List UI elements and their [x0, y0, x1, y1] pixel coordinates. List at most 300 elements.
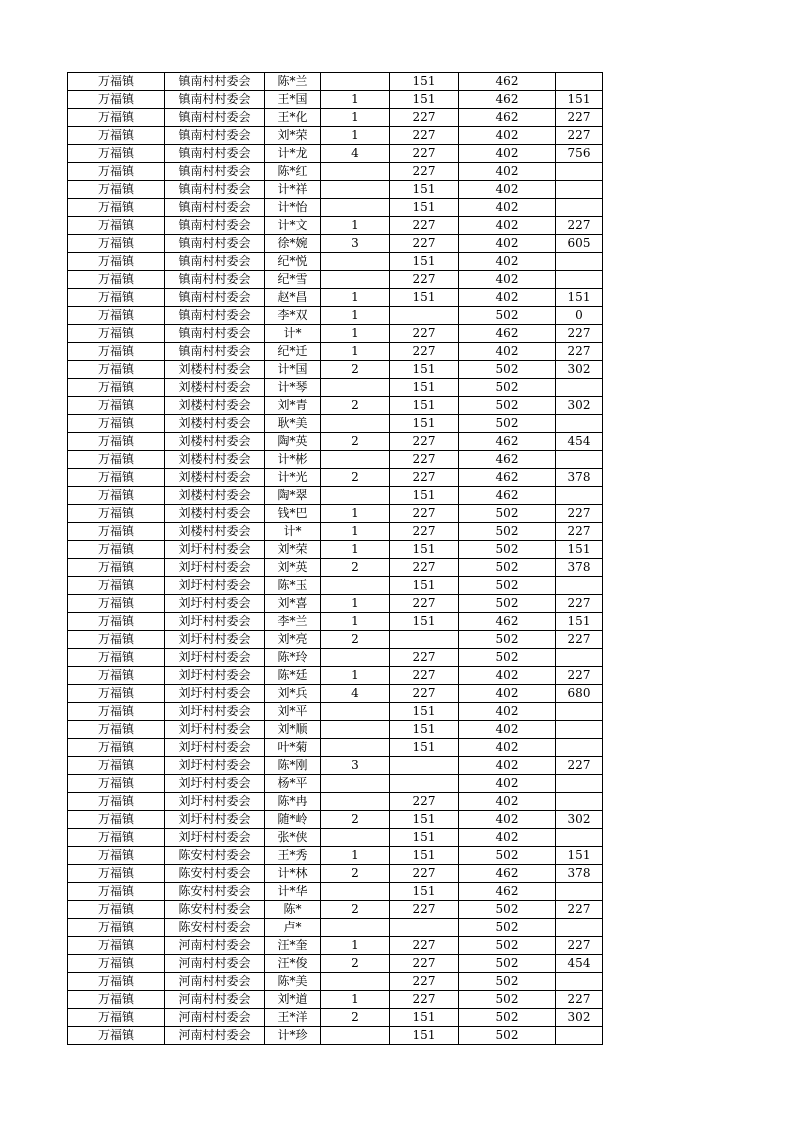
value-b-cell: 402: [459, 163, 556, 181]
person-name-cell: 陶*英: [265, 433, 321, 451]
value-b-cell: 402: [459, 703, 556, 721]
value-a-cell: 151: [390, 883, 459, 901]
person-name-cell: 陈*: [265, 901, 321, 919]
village-committee-cell: 河南村村委会: [165, 955, 265, 973]
amount-cell: 680: [556, 685, 603, 703]
value-a-cell: 151: [390, 703, 459, 721]
count-cell: [321, 793, 390, 811]
person-name-cell: 刘*喜: [265, 595, 321, 613]
person-name-cell: 陈*兰: [265, 73, 321, 91]
table-row: [68, 145, 603, 163]
count-cell: [321, 253, 390, 271]
person-name-cell: 汪*俊: [265, 955, 321, 973]
amount-cell: 227: [556, 757, 603, 775]
value-a-cell: 151: [390, 829, 459, 847]
table-row: [68, 415, 603, 433]
count-cell: [321, 829, 390, 847]
table-row: [68, 829, 603, 847]
person-name-cell: 张*侠: [265, 829, 321, 847]
village-committee-cell: 刘圩村村委会: [165, 739, 265, 757]
village-committee-cell: 镇南村村委会: [165, 109, 265, 127]
table-row: [68, 505, 603, 523]
table-row: [68, 577, 603, 595]
count-cell: [321, 271, 390, 289]
count-cell: [321, 577, 390, 595]
town-cell: 万福镇: [68, 721, 165, 739]
village-committee-cell: 刘楼村村委会: [165, 487, 265, 505]
person-name-cell: 李*双: [265, 307, 321, 325]
person-name-cell: 陈*廷: [265, 667, 321, 685]
amount-cell: [556, 1027, 603, 1045]
village-committee-cell: 河南村村委会: [165, 1009, 265, 1027]
town-cell: 万福镇: [68, 235, 165, 253]
value-b-cell: 502: [459, 973, 556, 991]
village-committee-cell: 刘圩村村委会: [165, 703, 265, 721]
value-a-cell: 227: [390, 271, 459, 289]
amount-cell: [556, 163, 603, 181]
count-cell: 1: [321, 613, 390, 631]
person-name-cell: 陈*红: [265, 163, 321, 181]
spreadsheet-page: [67, 72, 603, 1045]
village-committee-cell: 河南村村委会: [165, 991, 265, 1009]
amount-cell: 227: [556, 991, 603, 1009]
table-row: [68, 541, 603, 559]
town-cell: 万福镇: [68, 577, 165, 595]
amount-cell: 378: [556, 865, 603, 883]
value-a-cell: 151: [390, 487, 459, 505]
table-row: [68, 433, 603, 451]
town-cell: 万福镇: [68, 901, 165, 919]
value-a-cell: [390, 757, 459, 775]
table-row: [68, 775, 603, 793]
count-cell: [321, 739, 390, 757]
value-b-cell: 502: [459, 649, 556, 667]
person-name-cell: 计*: [265, 325, 321, 343]
value-b-cell: 502: [459, 955, 556, 973]
village-committee-cell: 刘圩村村委会: [165, 559, 265, 577]
amount-cell: 227: [556, 217, 603, 235]
count-cell: 1: [321, 595, 390, 613]
table-row: [68, 685, 603, 703]
village-committee-cell: 刘楼村村委会: [165, 469, 265, 487]
amount-cell: [556, 451, 603, 469]
value-b-cell: 402: [459, 739, 556, 757]
value-a-cell: 151: [390, 415, 459, 433]
value-b-cell: 502: [459, 1009, 556, 1027]
town-cell: 万福镇: [68, 613, 165, 631]
count-cell: [321, 775, 390, 793]
person-name-cell: 刘*道: [265, 991, 321, 1009]
value-a-cell: [390, 919, 459, 937]
value-a-cell: 227: [390, 865, 459, 883]
value-a-cell: 151: [390, 847, 459, 865]
town-cell: 万福镇: [68, 919, 165, 937]
person-name-cell: 王*秀: [265, 847, 321, 865]
table-row: [68, 847, 603, 865]
amount-cell: [556, 271, 603, 289]
town-cell: 万福镇: [68, 253, 165, 271]
town-cell: 万福镇: [68, 469, 165, 487]
value-b-cell: 402: [459, 343, 556, 361]
amount-cell: 227: [556, 901, 603, 919]
village-committee-cell: 镇南村村委会: [165, 343, 265, 361]
amount-cell: 151: [556, 91, 603, 109]
village-committee-cell: 镇南村村委会: [165, 271, 265, 289]
village-committee-cell: 镇南村村委会: [165, 199, 265, 217]
person-name-cell: 叶*菊: [265, 739, 321, 757]
value-b-cell: 502: [459, 307, 556, 325]
person-name-cell: 纪*雪: [265, 271, 321, 289]
table-row: [68, 757, 603, 775]
value-b-cell: 462: [459, 73, 556, 91]
village-committee-cell: 镇南村村委会: [165, 217, 265, 235]
count-cell: [321, 883, 390, 901]
town-cell: 万福镇: [68, 343, 165, 361]
table-row: [68, 397, 603, 415]
count-cell: 1: [321, 505, 390, 523]
town-cell: 万福镇: [68, 703, 165, 721]
value-b-cell: 462: [459, 883, 556, 901]
value-b-cell: 502: [459, 1027, 556, 1045]
value-a-cell: 151: [390, 1027, 459, 1045]
town-cell: 万福镇: [68, 271, 165, 289]
person-name-cell: 陈*冉: [265, 793, 321, 811]
village-committee-cell: 河南村村委会: [165, 937, 265, 955]
value-a-cell: 151: [390, 811, 459, 829]
table-row: [68, 703, 603, 721]
amount-cell: [556, 199, 603, 217]
town-cell: 万福镇: [68, 451, 165, 469]
person-name-cell: 计*光: [265, 469, 321, 487]
count-cell: 2: [321, 631, 390, 649]
value-b-cell: 502: [459, 379, 556, 397]
count-cell: [321, 451, 390, 469]
value-b-cell: 402: [459, 793, 556, 811]
amount-cell: 227: [556, 343, 603, 361]
town-cell: 万福镇: [68, 793, 165, 811]
table-row: [68, 163, 603, 181]
table-row: [68, 127, 603, 145]
village-committee-cell: 刘圩村村委会: [165, 577, 265, 595]
person-name-cell: 计*: [265, 523, 321, 541]
value-b-cell: 402: [459, 199, 556, 217]
value-b-cell: 462: [459, 325, 556, 343]
table-row: [68, 865, 603, 883]
table-row: [68, 1009, 603, 1027]
town-cell: 万福镇: [68, 991, 165, 1009]
person-name-cell: 计*珍: [265, 1027, 321, 1045]
town-cell: 万福镇: [68, 685, 165, 703]
village-committee-cell: 镇南村村委会: [165, 73, 265, 91]
table-row: [68, 901, 603, 919]
value-a-cell: 151: [390, 721, 459, 739]
village-committee-cell: 镇南村村委会: [165, 325, 265, 343]
person-name-cell: 计*国: [265, 361, 321, 379]
village-committee-cell: 陈安村村委会: [165, 865, 265, 883]
value-a-cell: 227: [390, 523, 459, 541]
person-name-cell: 陈*刚: [265, 757, 321, 775]
value-a-cell: 151: [390, 739, 459, 757]
table-row: [68, 469, 603, 487]
count-cell: 1: [321, 325, 390, 343]
value-a-cell: 227: [390, 505, 459, 523]
amount-cell: 0: [556, 307, 603, 325]
value-b-cell: 502: [459, 523, 556, 541]
town-cell: 万福镇: [68, 865, 165, 883]
value-b-cell: 462: [459, 451, 556, 469]
amount-cell: [556, 487, 603, 505]
count-cell: 1: [321, 307, 390, 325]
town-cell: 万福镇: [68, 379, 165, 397]
village-committee-cell: 河南村村委会: [165, 973, 265, 991]
value-a-cell: 227: [390, 793, 459, 811]
count-cell: 2: [321, 559, 390, 577]
value-b-cell: 462: [459, 469, 556, 487]
person-name-cell: 纪*悦: [265, 253, 321, 271]
value-b-cell: 502: [459, 991, 556, 1009]
amount-cell: [556, 649, 603, 667]
data-table: [67, 72, 603, 1045]
amount-cell: [556, 829, 603, 847]
table-row: [68, 631, 603, 649]
village-committee-cell: 刘圩村村委会: [165, 667, 265, 685]
village-committee-cell: 河南村村委会: [165, 1027, 265, 1045]
person-name-cell: 陶*翠: [265, 487, 321, 505]
value-a-cell: 227: [390, 973, 459, 991]
amount-cell: 151: [556, 613, 603, 631]
value-a-cell: 227: [390, 145, 459, 163]
person-name-cell: 王*化: [265, 109, 321, 127]
value-b-cell: 402: [459, 127, 556, 145]
person-name-cell: 钱*巴: [265, 505, 321, 523]
table-row: [68, 271, 603, 289]
amount-cell: 378: [556, 469, 603, 487]
amount-cell: [556, 73, 603, 91]
table-row: [68, 973, 603, 991]
amount-cell: 227: [556, 505, 603, 523]
value-a-cell: 227: [390, 559, 459, 577]
amount-cell: 151: [556, 847, 603, 865]
value-a-cell: 151: [390, 577, 459, 595]
table-row: [68, 991, 603, 1009]
value-b-cell: 502: [459, 505, 556, 523]
count-cell: 1: [321, 937, 390, 955]
value-b-cell: 502: [459, 595, 556, 613]
amount-cell: 227: [556, 109, 603, 127]
value-b-cell: 502: [459, 577, 556, 595]
value-a-cell: 151: [390, 253, 459, 271]
town-cell: 万福镇: [68, 829, 165, 847]
town-cell: 万福镇: [68, 289, 165, 307]
table-row: [68, 937, 603, 955]
town-cell: 万福镇: [68, 217, 165, 235]
village-committee-cell: 镇南村村委会: [165, 235, 265, 253]
town-cell: 万福镇: [68, 127, 165, 145]
value-a-cell: 151: [390, 91, 459, 109]
table-row: [68, 361, 603, 379]
town-cell: 万福镇: [68, 811, 165, 829]
person-name-cell: 刘*平: [265, 703, 321, 721]
town-cell: 万福镇: [68, 775, 165, 793]
person-name-cell: 计*怡: [265, 199, 321, 217]
person-name-cell: 计*林: [265, 865, 321, 883]
count-cell: 4: [321, 145, 390, 163]
person-name-cell: 刘*亮: [265, 631, 321, 649]
value-a-cell: 227: [390, 901, 459, 919]
village-committee-cell: 镇南村村委会: [165, 307, 265, 325]
table-row: [68, 217, 603, 235]
table-row: [68, 955, 603, 973]
amount-cell: [556, 415, 603, 433]
value-a-cell: 227: [390, 685, 459, 703]
amount-cell: [556, 919, 603, 937]
amount-cell: 227: [556, 631, 603, 649]
amount-cell: [556, 721, 603, 739]
value-b-cell: 402: [459, 145, 556, 163]
table-row: [68, 343, 603, 361]
value-b-cell: 402: [459, 181, 556, 199]
village-committee-cell: 刘楼村村委会: [165, 451, 265, 469]
table-row: [68, 181, 603, 199]
person-name-cell: 计*文: [265, 217, 321, 235]
count-cell: 1: [321, 991, 390, 1009]
person-name-cell: 刘*英: [265, 559, 321, 577]
amount-cell: 454: [556, 955, 603, 973]
count-cell: [321, 73, 390, 91]
person-name-cell: 王*洋: [265, 1009, 321, 1027]
value-a-cell: 151: [390, 289, 459, 307]
amount-cell: 151: [556, 289, 603, 307]
village-committee-cell: 刘楼村村委会: [165, 433, 265, 451]
person-name-cell: 陈*玲: [265, 649, 321, 667]
value-b-cell: 402: [459, 757, 556, 775]
amount-cell: 227: [556, 937, 603, 955]
value-a-cell: 151: [390, 379, 459, 397]
amount-cell: [556, 379, 603, 397]
amount-cell: [556, 739, 603, 757]
value-b-cell: 502: [459, 541, 556, 559]
table-row: [68, 199, 603, 217]
count-cell: [321, 973, 390, 991]
village-committee-cell: 刘楼村村委会: [165, 397, 265, 415]
value-b-cell: 502: [459, 361, 556, 379]
value-a-cell: 227: [390, 433, 459, 451]
town-cell: 万福镇: [68, 631, 165, 649]
value-b-cell: 402: [459, 775, 556, 793]
value-b-cell: 502: [459, 901, 556, 919]
person-name-cell: 刘*顺: [265, 721, 321, 739]
count-cell: [321, 181, 390, 199]
town-cell: 万福镇: [68, 505, 165, 523]
table-row: [68, 919, 603, 937]
count-cell: 2: [321, 955, 390, 973]
amount-cell: 227: [556, 595, 603, 613]
person-name-cell: 李*兰: [265, 613, 321, 631]
count-cell: 1: [321, 127, 390, 145]
count-cell: [321, 199, 390, 217]
value-b-cell: 402: [459, 235, 556, 253]
table-row: [68, 1027, 603, 1045]
village-committee-cell: 镇南村村委会: [165, 145, 265, 163]
village-committee-cell: 刘圩村村委会: [165, 829, 265, 847]
person-name-cell: 纪*迁: [265, 343, 321, 361]
value-a-cell: 227: [390, 937, 459, 955]
count-cell: 1: [321, 109, 390, 127]
person-name-cell: 计*华: [265, 883, 321, 901]
village-committee-cell: 刘圩村村委会: [165, 757, 265, 775]
person-name-cell: 徐*婉: [265, 235, 321, 253]
village-committee-cell: 刘楼村村委会: [165, 379, 265, 397]
value-b-cell: 402: [459, 829, 556, 847]
count-cell: [321, 379, 390, 397]
town-cell: 万福镇: [68, 433, 165, 451]
person-name-cell: 刘*荣: [265, 127, 321, 145]
village-committee-cell: 刘圩村村委会: [165, 595, 265, 613]
town-cell: 万福镇: [68, 415, 165, 433]
town-cell: 万福镇: [68, 523, 165, 541]
value-a-cell: 227: [390, 469, 459, 487]
town-cell: 万福镇: [68, 649, 165, 667]
value-b-cell: 462: [459, 91, 556, 109]
table-row: [68, 649, 603, 667]
town-cell: 万福镇: [68, 757, 165, 775]
amount-cell: [556, 577, 603, 595]
town-cell: 万福镇: [68, 1027, 165, 1045]
amount-cell: 302: [556, 397, 603, 415]
value-b-cell: 462: [459, 613, 556, 631]
village-committee-cell: 刘圩村村委会: [165, 613, 265, 631]
village-committee-cell: 刘圩村村委会: [165, 793, 265, 811]
amount-cell: [556, 775, 603, 793]
village-committee-cell: 陈安村村委会: [165, 901, 265, 919]
table-row: [68, 379, 603, 397]
table-row: [68, 883, 603, 901]
table-row: [68, 253, 603, 271]
amount-cell: [556, 703, 603, 721]
table-row: [68, 451, 603, 469]
value-a-cell: 227: [390, 649, 459, 667]
village-committee-cell: 刘圩村村委会: [165, 721, 265, 739]
village-committee-cell: 刘圩村村委会: [165, 631, 265, 649]
table-row: [68, 595, 603, 613]
village-committee-cell: 刘楼村村委会: [165, 361, 265, 379]
table-row: [68, 523, 603, 541]
count-cell: 2: [321, 901, 390, 919]
person-name-cell: 耿*美: [265, 415, 321, 433]
value-a-cell: [390, 307, 459, 325]
value-b-cell: 402: [459, 271, 556, 289]
value-a-cell: 151: [390, 397, 459, 415]
value-b-cell: 462: [459, 487, 556, 505]
value-a-cell: 151: [390, 541, 459, 559]
town-cell: 万福镇: [68, 973, 165, 991]
person-name-cell: 王*国: [265, 91, 321, 109]
town-cell: 万福镇: [68, 325, 165, 343]
count-cell: 1: [321, 91, 390, 109]
count-cell: 1: [321, 217, 390, 235]
person-name-cell: 计*琴: [265, 379, 321, 397]
amount-cell: 378: [556, 559, 603, 577]
count-cell: 1: [321, 847, 390, 865]
person-name-cell: 计*龙: [265, 145, 321, 163]
value-a-cell: 151: [390, 361, 459, 379]
person-name-cell: 陈*美: [265, 973, 321, 991]
town-cell: 万福镇: [68, 181, 165, 199]
value-b-cell: 502: [459, 937, 556, 955]
town-cell: 万福镇: [68, 559, 165, 577]
value-b-cell: 402: [459, 685, 556, 703]
table-row: [68, 307, 603, 325]
